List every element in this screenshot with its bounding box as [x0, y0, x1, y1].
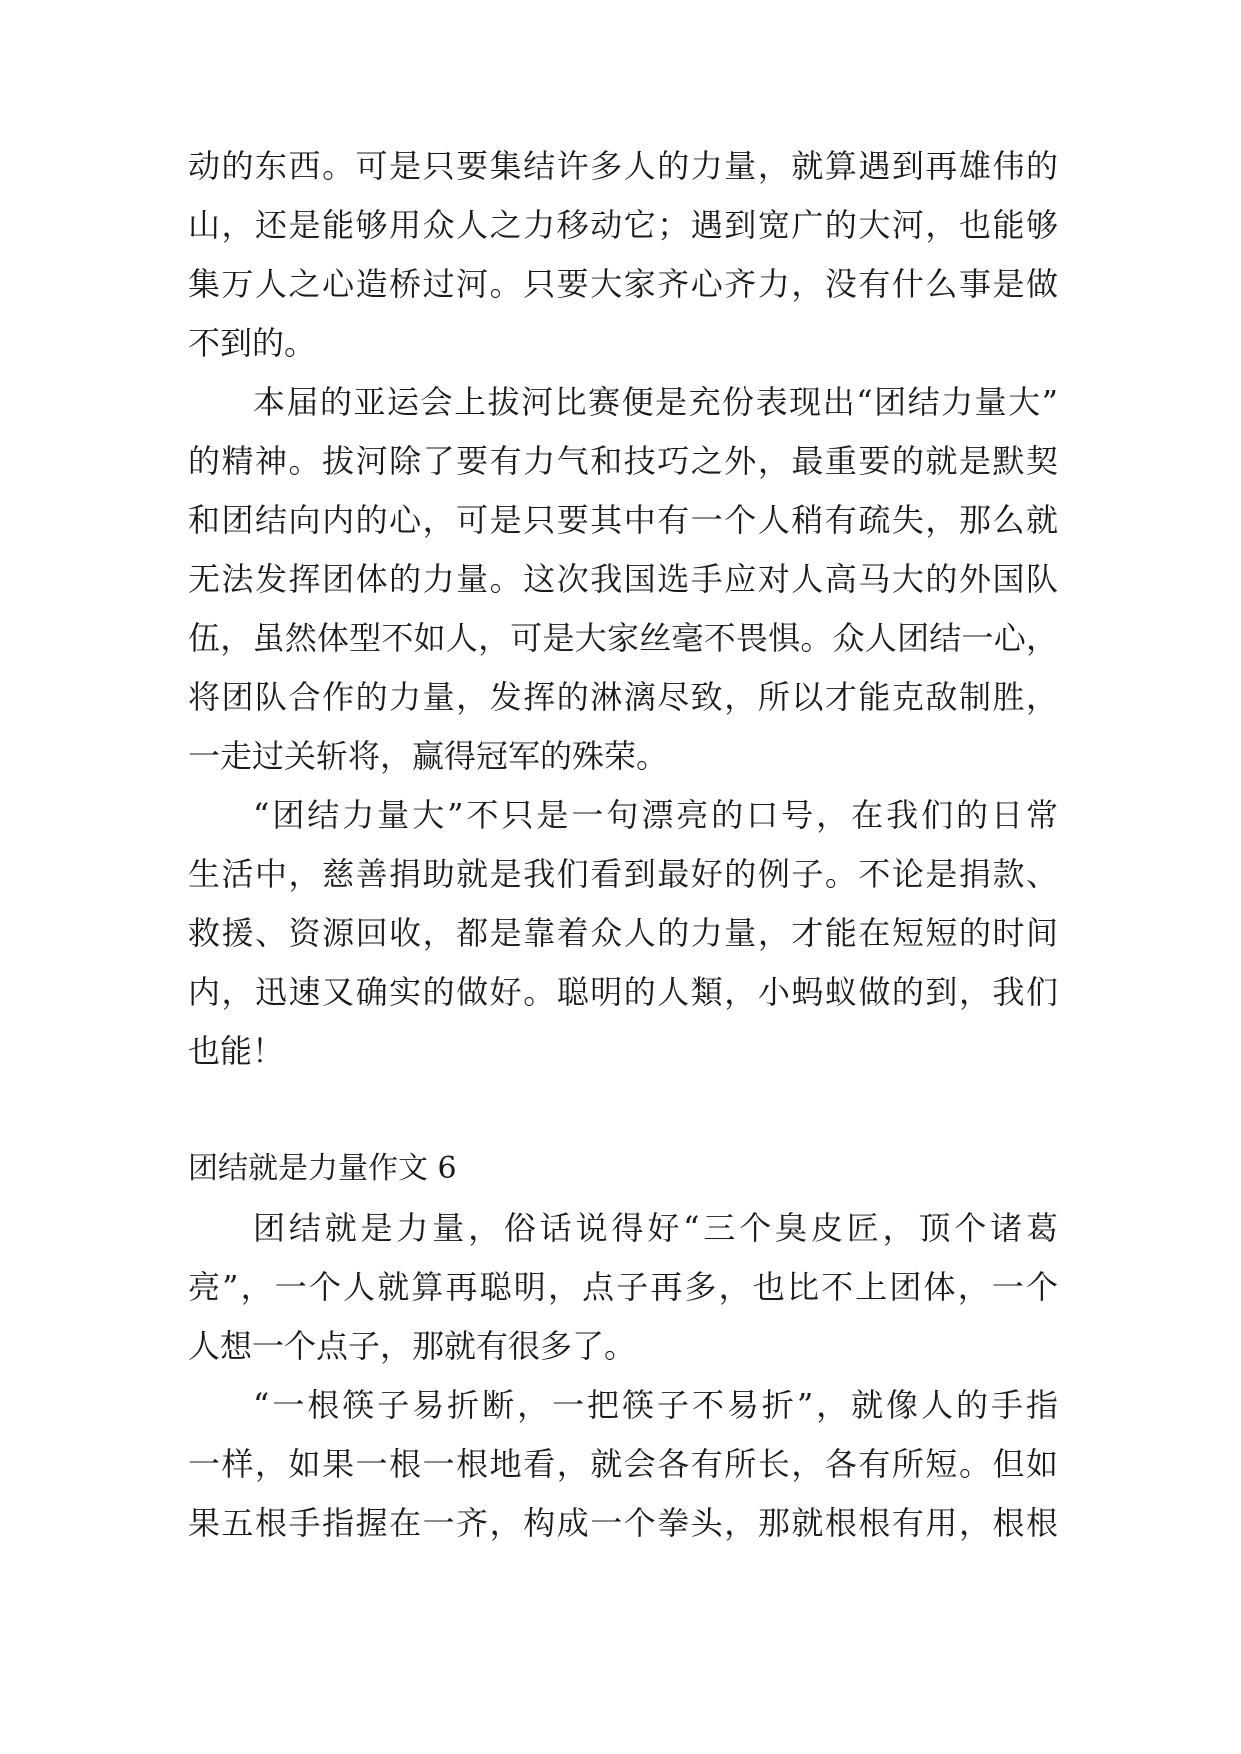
paragraph-first-line: “团结力量大”不只是一句漂亮的口号，在我们的日常	[253, 796, 1058, 834]
text-line: 一样，如果一根一根地看，就会各有所长，各有所短。但如	[188, 1445, 1058, 1483]
text-line: 动的东西。可是只要集结许多人的力量，就算遇到再雄伟的	[188, 147, 1058, 185]
text-line: 和团结向内的心，可是只要其中有一个人稍有疏失，那么就	[188, 501, 1058, 539]
text-line: 内，迅速又确实的做好。聪明的人類，小蚂蚁做的到，我们	[188, 973, 1058, 1011]
text-line: 山，还是能够用众人之力移动它；遇到宽广的大河，也能够	[188, 206, 1058, 244]
text-line: 将团队合作的力量，发挥的淋漓尽致，所以才能克敌制胜，	[188, 678, 1058, 716]
text-line: 伍，虽然体型不如人，可是大家丝毫不畏惧。众人团结一心，	[188, 619, 1058, 657]
text-line: 不到的。	[188, 324, 317, 362]
text-line: 的精神。拔河除了要有力气和技巧之外，最重要的就是默契	[188, 442, 1058, 480]
text-line: 人想一个点子，那就有很多了。	[188, 1327, 637, 1365]
paragraph-first-line: 本届的亚运会上拔河比赛便是充份表现出“团结力量大”	[253, 383, 1058, 421]
text-line: 果五根手指握在一齐，构成一个拳头，那就根根有用，根根	[188, 1504, 1058, 1542]
text-line: 生活中，慈善捐助就是我们看到最好的例子。不论是捐款、	[188, 855, 1058, 893]
text-line: 集万人之心造桥过河。只要大家齐心齐力，没有什么事是做	[188, 265, 1058, 303]
text-line: 救援、资源回收，都是靠着众人的力量，才能在短短的时间	[188, 914, 1058, 952]
text-line: 也能！	[188, 1032, 285, 1070]
text-line: 一走过关斩将，赢得冠军的殊荣。	[188, 737, 669, 775]
paragraph-first-line: “一根筷子易折断，一把筷子不易折”，就像人的手指	[253, 1386, 1058, 1424]
section-heading: 团结就是力量作文 6	[188, 1151, 457, 1186]
text-line: 亮”，一个人就算再聪明，点子再多，也比不上团体，一个	[188, 1268, 1058, 1306]
paragraph-first-line: 团结就是力量，俗话说得好“三个臭皮匠，顶个诸葛	[253, 1209, 1058, 1247]
text-line: 无法发挥团体的力量。这次我国选手应对人高马大的外国队	[188, 560, 1058, 598]
